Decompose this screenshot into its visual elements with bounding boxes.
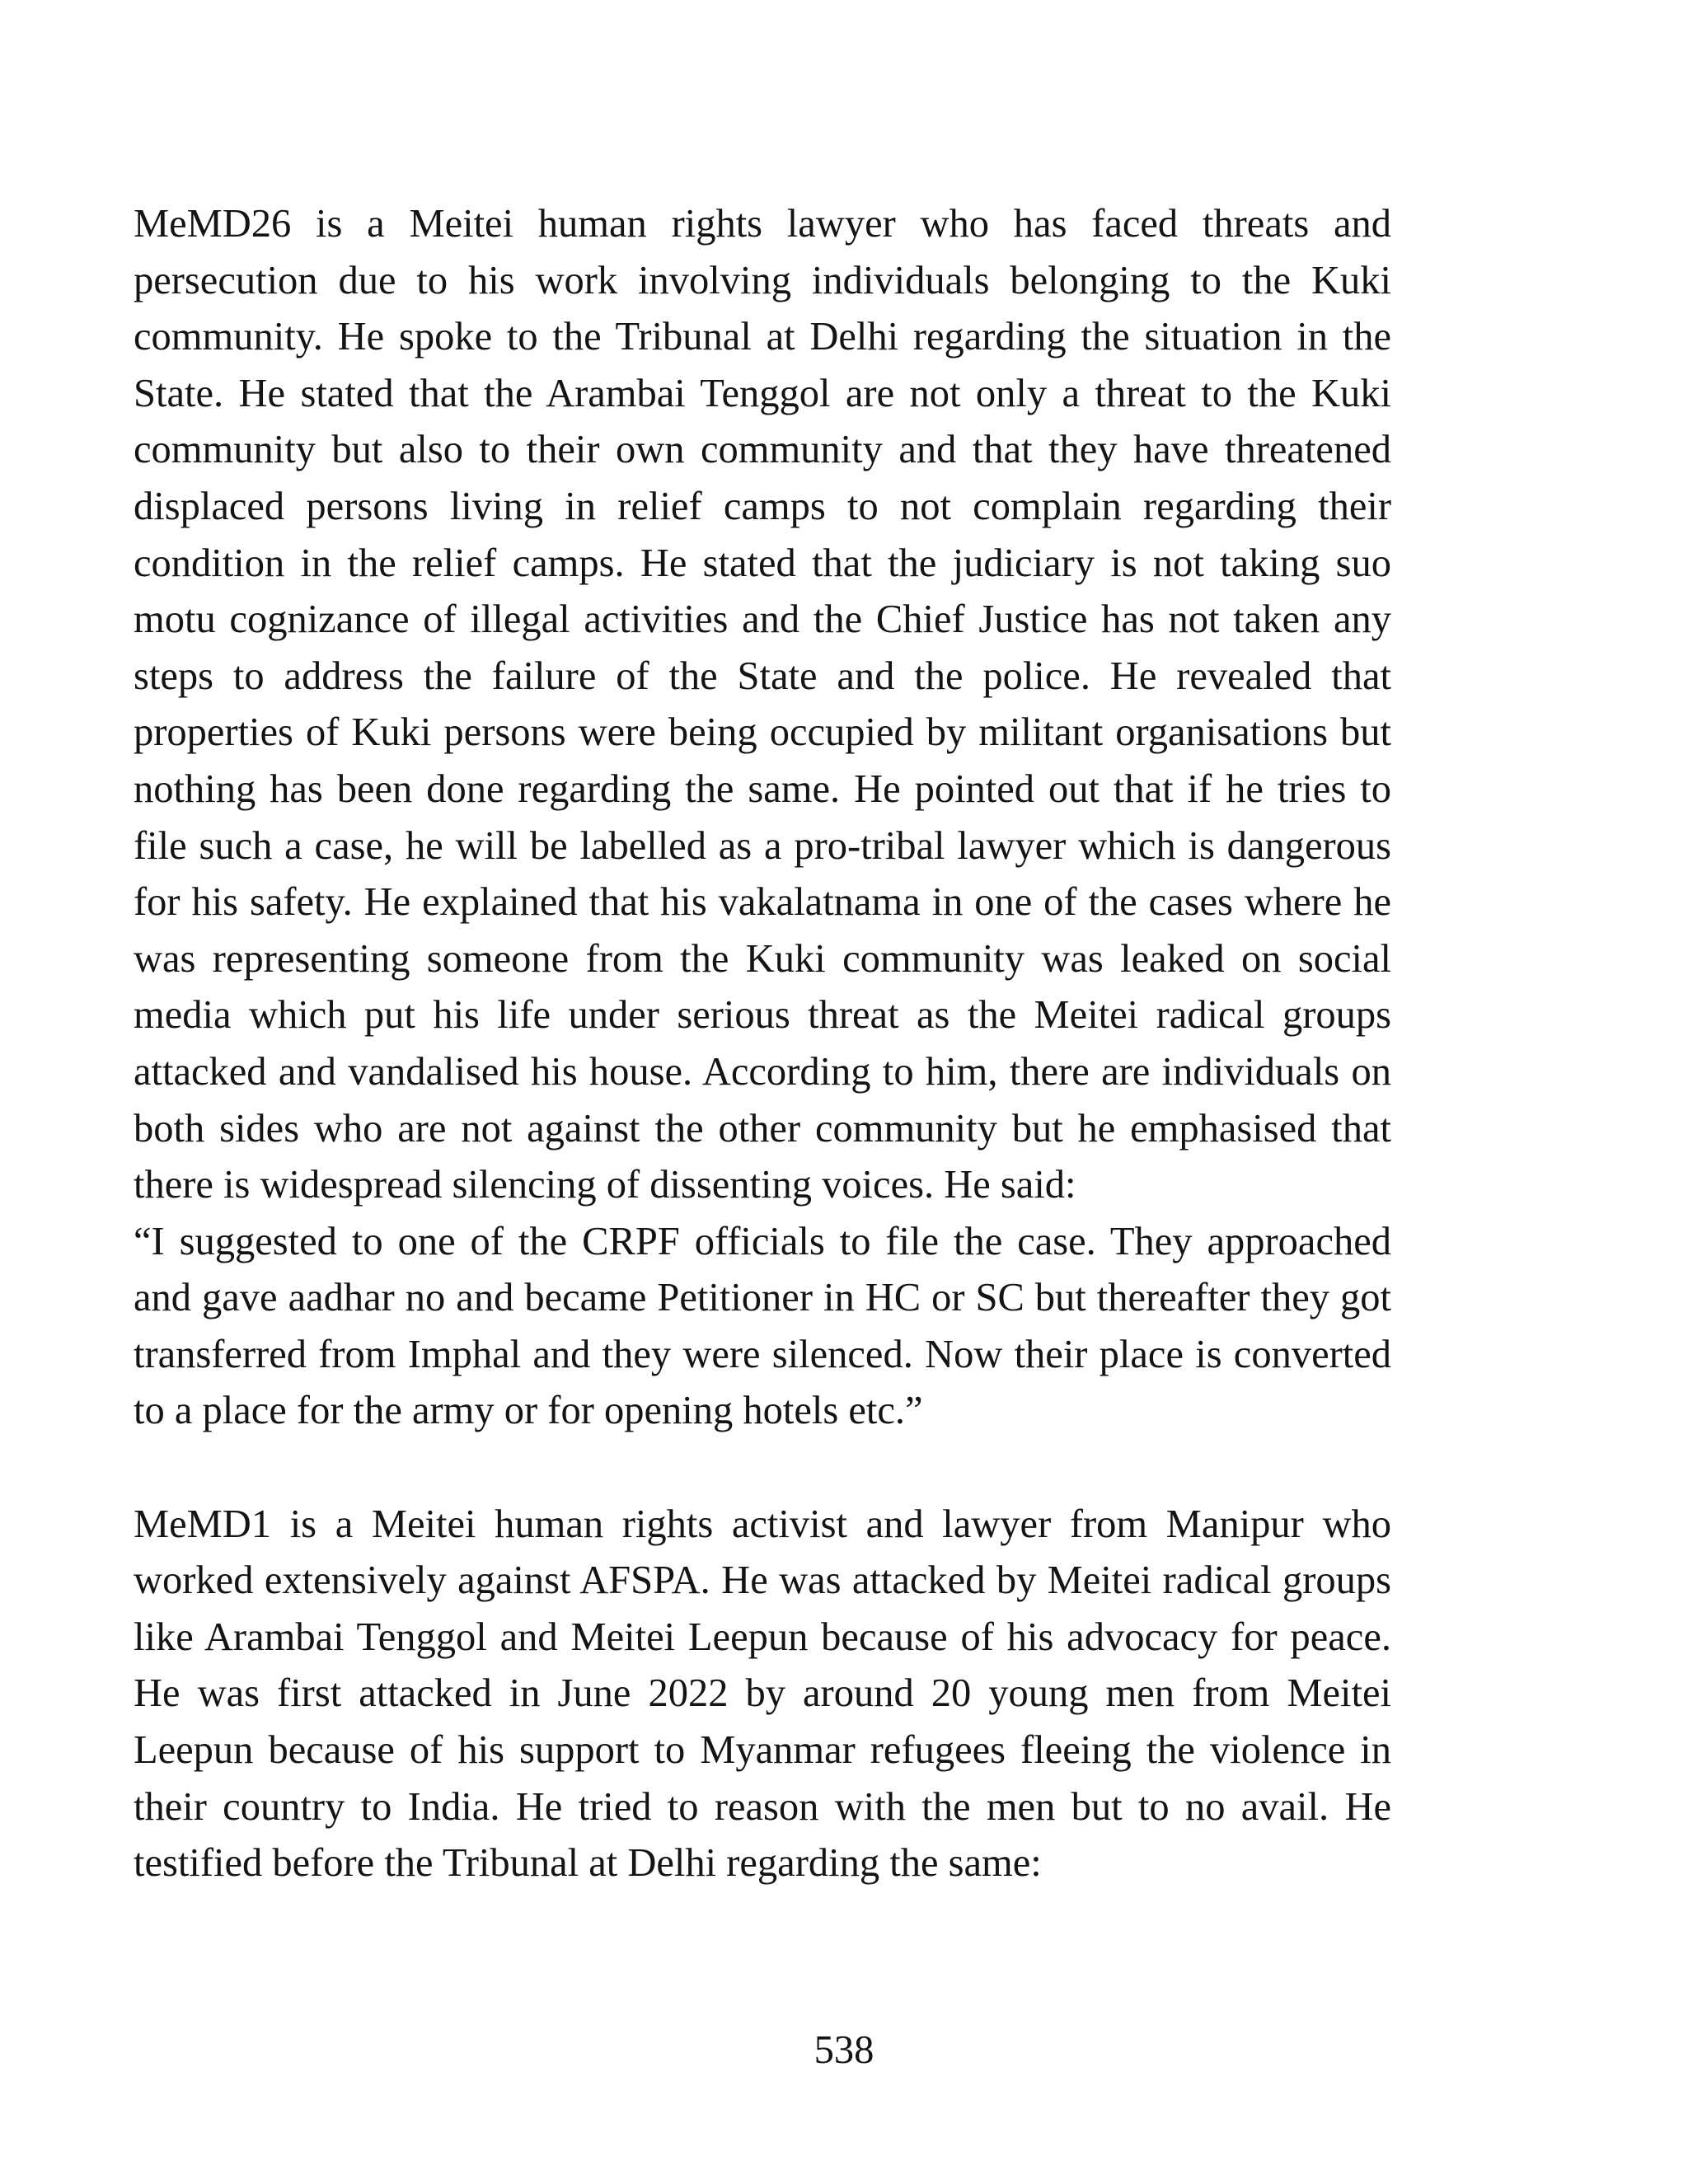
paragraph-memd26: MeMD26 is a Meitei human rights lawyer who has faced threats and persecution due to his work involving individuals belonging to the Kuki community. He spoke to the Tribunal at Delhi regarding the situation in the State. He stated that the Arambai Tenggol are not only a threat to the Kuki community but also to their own community and that they have threatened displaced persons living in relief camps to not complain regarding their condition in the relief camps. He stated that the judiciary is not taking suo motu cognizance of illegal activities and the Chief Justice has not taken any steps to address the failure of the State and the police. He revealed that properties of Kuki persons were being occupied by militant organisations but nothing has been done regarding the same. He pointed out that if he tries to file such a case, he will be labelled as a pro-tribal lawyer which is dangerous for his safety. He explained that his vakalatnama in one of the cases where he was representing someone from the Kuki community was leaked on social media which put his life under serious threat as the Meitei radical groups attacked and vandalised his house. According to him, there are individuals on both sides who are not against the other community but he emphasised that there is widespread silencing of dissenting voices. He said:: [134, 202, 1391, 1207]
quote-crpf-officials: “I suggested to one of the CRPF officials to file the case. They approached and gave aadhar no and became Petitioner in HC or SC but thereafter they got transferred from Imphal and they were silenced. Now their place is converted to a place for the army or for opening hotels etc.”: [134, 1219, 1391, 1433]
page-number: 538: [814, 2028, 874, 2072]
document-body: [134, 196, 1391, 1892]
paragraph-memd1: MeMD1 is a Meitei human rights activist and lawyer from Manipur who worked extensively against AFSPA. He was attacked by Meitei radical groups like Arambai Tenggol and Meitei Leepun because of his advocacy for peace. He was first attacked in June 2022 by around 20 young men from Meitei Leepun because of his support to Myanmar refugees fleeing the violence in their country to India. He tried to reason with the men but to no avail. He testified before the Tribunal at Delhi regarding the same:: [134, 1502, 1391, 1886]
